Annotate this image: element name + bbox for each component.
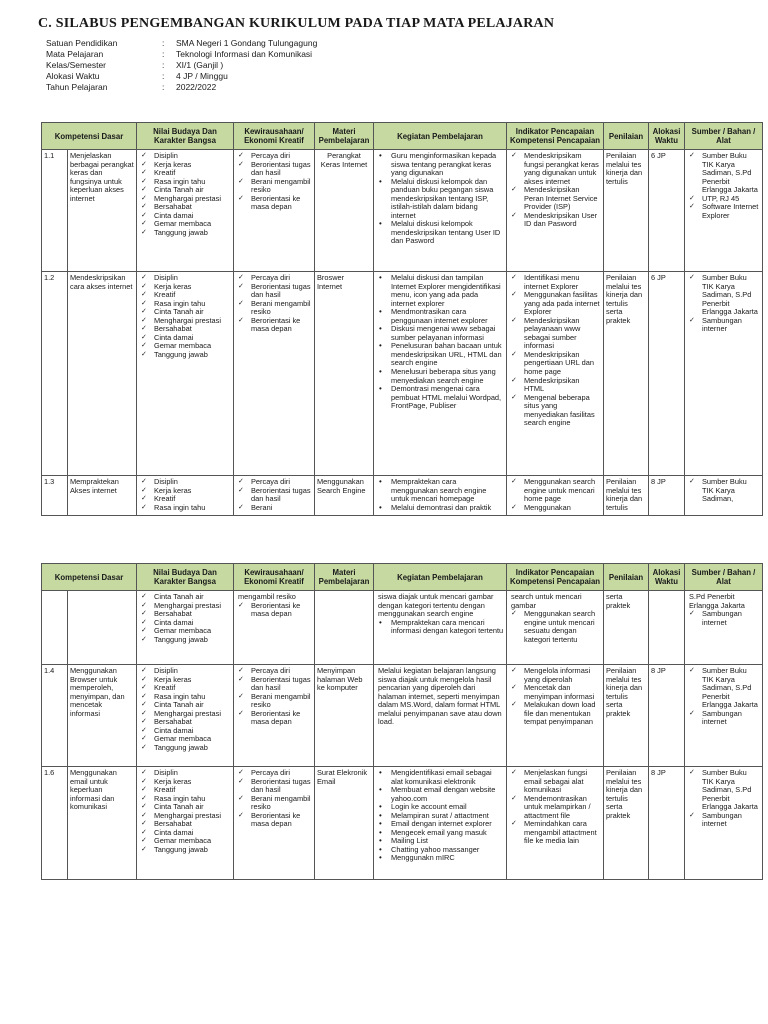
alokasi-cell: [649, 150, 685, 272]
nilai-item: ✓ Rasa ingin tahu: [139, 504, 231, 513]
kewirausahaan-cell: [234, 591, 315, 665]
materi-text: Menyimpan halaman Web ke komputer: [317, 666, 363, 693]
header-cell: Penilaian: [604, 564, 649, 591]
nilai-item: ✓ Menghargai prestasi: [139, 812, 231, 821]
nilai-cell: [137, 591, 234, 665]
indikator-item: ✓ Memindahkan cara mengambil attactment file ke media lain: [509, 820, 601, 846]
indikator-list: [509, 152, 601, 229]
kegiatan-item: • Chatting yahoo massanger: [376, 846, 504, 855]
kegiatan-list: [376, 619, 504, 636]
header-cell: Indikator Pencapaian Kompetensi Pencapaian: [507, 123, 604, 150]
kegiatan-cell: [374, 591, 507, 665]
nilai-item: ✓ Menghargai prestasi: [139, 317, 231, 326]
table-row: [42, 591, 763, 665]
kegiatan-item: • Membuat email dengan website yahoo.com: [376, 786, 504, 803]
sumber-item: ✓ Sambungan internet: [687, 812, 760, 829]
sumber-item: ✓ Sumber Buku TIK Karya Sadiman, S.Pd Penerbit Erlangga Jakarta: [687, 667, 760, 710]
indikator-item: ✓ Identifikasi menu internet Explorer: [509, 274, 601, 291]
alokasi-cell: [649, 665, 685, 767]
nilai-cell: [137, 150, 234, 272]
kegiatan-item: • Login ke account email: [376, 803, 504, 812]
penilaian-cell: [604, 665, 649, 767]
indikator-item: ✓ Mendeskripsikan pelayanaan www sebagai sumber informasi: [509, 317, 601, 351]
nilai-item: ✓ Cinta damai: [139, 212, 231, 221]
kegiatan-list: [376, 769, 504, 863]
nilai-item: ✓ Gemar membaca: [139, 342, 231, 351]
penilaian-cell: [604, 272, 649, 476]
meta-row: [46, 71, 317, 82]
indikator-list: [509, 667, 601, 727]
kewirausahaan-text: mengambil resiko: [238, 592, 296, 601]
sumber-text: S.Pd Penerbit Erlangga Jakarta: [689, 592, 745, 610]
header-cell: Sumber / Bahan / Alat: [685, 123, 763, 150]
sumber-item: ✓ Sumber Buku TIK Karya Sadiman,: [687, 478, 760, 504]
indikator-list: [509, 769, 601, 846]
kewirausahaan-item: ✓ Berorientasi tugas dan hasil: [236, 778, 312, 795]
identity-block: [46, 38, 317, 93]
materi-text: Menggunakan Search Engine: [317, 477, 366, 495]
kegiatan-cell: [374, 767, 507, 880]
nilai-item: ✓ Disiplin: [139, 667, 231, 676]
nilai-cell: [137, 476, 234, 516]
nilai-list: [139, 152, 231, 237]
kewirausahaan-item: ✓ Percaya diri: [236, 152, 312, 161]
alokasi-text: 6 JP: [651, 151, 666, 160]
nilai-item: ✓ Kreatif: [139, 291, 231, 300]
indikator-item: ✓ Mendeskripsikan HTML: [509, 377, 601, 394]
penilaian-text: Penilaian melalui tes kinerja dan tertulis: [606, 151, 643, 186]
indikator-item: ✓ Melakukan down load file dan menentukan tempat penyimpanan: [509, 701, 601, 727]
nilai-item: ✓ Rasa ingin tahu: [139, 178, 231, 187]
kd-text: Mempraktekan Akses internet: [70, 477, 119, 495]
header-cell: Kegiatan Pembelajaran: [374, 564, 507, 591]
nilai-item: ✓ Gemar membaca: [139, 837, 231, 846]
nilai-item: ✓ Rasa ingin tahu: [139, 795, 231, 804]
kewirausahaan-item: ✓ Berorientasi tugas dan hasil: [236, 161, 312, 178]
meta-colon: :: [162, 71, 165, 81]
kewirausahaan-item: ✓ Berani mengambil resiko: [236, 693, 312, 710]
syllabus-table-1: [41, 122, 763, 516]
kd-number-cell: [42, 272, 68, 476]
kewirausahaan-item: ✓ Berani mengambil resiko: [236, 795, 312, 812]
alokasi-text: 8 JP: [651, 768, 666, 777]
nilai-item: ✓ Bersahabat: [139, 820, 231, 829]
kd-number: 1.3: [44, 477, 55, 486]
header-cell: Materi Pembelajaran: [315, 564, 374, 591]
indikator-item: ✓ Mendeskripsikan Peran Internet Service Provider (ISP): [509, 186, 601, 212]
penilaian-cell: [604, 150, 649, 272]
nilai-item: ✓ Menghargai prestasi: [139, 602, 231, 611]
kegiatan-item: • Menelusuri beberapa situs yang menyediakan search engine: [376, 368, 504, 385]
indikator-cell: [507, 476, 604, 516]
kewirausahaan-cell: [234, 150, 315, 272]
materi-text: Broswer Internet: [317, 273, 345, 291]
sumber-item: ✓ Sumber Buku TIK Karya Sadiman, S.Pd Penerbit Erlangga Jakarta: [687, 769, 760, 812]
header-cell: Kompetensi Dasar: [42, 123, 137, 150]
indikator-item: ✓ Mengenal beberapa situs yang menyediakan fasilitas search engine: [509, 394, 601, 428]
nilai-item: ✓ Kerja keras: [139, 487, 231, 496]
header-cell: Alokasi Waktu: [649, 564, 685, 591]
materi-cell: [315, 272, 374, 476]
header-cell: Nilai Budaya Dan Karakter Bangsa: [137, 123, 234, 150]
kegiatan-item: • Diskusi mengenai www sebagai sumber pelayanan informasi: [376, 325, 504, 342]
penilaian-text: Penilaian melalui tes kinerja dan tertulis serta praktek: [606, 273, 643, 325]
sumber-item: ✓ Software Internet Explorer: [687, 203, 760, 220]
kegiatan-item: • Email dengan internet explorer: [376, 820, 504, 829]
materi-cell: [315, 150, 374, 272]
nilai-list: [139, 274, 231, 359]
indikator-cell: [507, 767, 604, 880]
kewirausahaan-item: ✓ Berani mengambil resiko: [236, 300, 312, 317]
table-row: [42, 476, 763, 516]
kewirausahaan-item: ✓ Berorientasi tugas dan hasil: [236, 487, 312, 504]
kegiatan-list: [376, 478, 504, 512]
kegiatan-item: • Mempraktekan cara menggunakan search engine untuk mencari homepage: [376, 478, 504, 504]
kegiatan-list: [376, 152, 504, 246]
kegiatan-item: • Melampiran surat / attactment: [376, 812, 504, 821]
nilai-item: ✓ Gemar membaca: [139, 220, 231, 229]
kewirausahaan-item: ✓ Percaya diri: [236, 667, 312, 676]
kegiatan-cell: [374, 476, 507, 516]
kewirausahaan-item: ✓ Berorientasi ke masa depan: [236, 317, 312, 334]
kd-text-cell: [68, 272, 137, 476]
kewirausahaan-list: [236, 152, 312, 212]
indikator-cell: [507, 150, 604, 272]
kegiatan-item: • Melalui demontrasi dan praktik: [376, 504, 504, 513]
materi-text: Perangkat Keras Internet: [320, 151, 368, 169]
meta-row: [46, 82, 317, 93]
penilaian-cell: [604, 476, 649, 516]
kewirausahaan-item: ✓ Berorientasi ke masa depan: [236, 710, 312, 727]
nilai-item: ✓ Bersahabat: [139, 718, 231, 727]
kewirausahaan-item: ✓ Berorientasi ke masa depan: [236, 195, 312, 212]
meta-key: Satuan Pendidikan: [46, 38, 118, 48]
nilai-item: ✓ Cinta Tanah air: [139, 308, 231, 317]
document-title: C. SILABUS PENGEMBANGAN KURIKULUM PADA TIAP MATA PELAJARAN: [38, 16, 555, 31]
alokasi-text: 8 JP: [651, 666, 666, 675]
nilai-item: ✓ Cinta Tanah air: [139, 701, 231, 710]
alokasi-cell: [649, 476, 685, 516]
alokasi-text: 8 JP: [651, 477, 666, 486]
header-cell: Kompetensi Dasar: [42, 564, 137, 591]
materi-cell: [315, 476, 374, 516]
kegiatan-item: • Mendmontrasikan cara penggunaan internet explorer: [376, 308, 504, 325]
sumber-list: [687, 610, 760, 627]
kewirausahaan-item: ✓ Berorientasi tugas dan hasil: [236, 676, 312, 693]
header-cell: Kewirausahaan/ Ekonomi Kreatif: [234, 123, 315, 150]
table-row: [42, 150, 763, 272]
header-cell: Sumber / Bahan / Alat: [685, 564, 763, 591]
kewirausahaan-item: ✓ Berani: [236, 504, 312, 513]
sumber-item: ✓ Sumber Buku TIK Karya Sadiman, S.Pd Penerbit Erlangga Jakarta: [687, 152, 760, 195]
kegiatan-cell: [374, 665, 507, 767]
materi-cell: [315, 591, 374, 665]
kd-number-cell: [42, 150, 68, 272]
sumber-list: [687, 152, 760, 220]
meta-row: [46, 49, 317, 60]
nilai-item: ✓ Bersahabat: [139, 203, 231, 212]
penilaian-text: Penilaian melalui tes kinerja dan tertulis: [606, 477, 643, 512]
kd-number-cell: [42, 476, 68, 516]
nilai-item: ✓ Cinta Tanah air: [139, 593, 231, 602]
nilai-item: ✓ Kerja keras: [139, 676, 231, 685]
nilai-item: ✓ Menghargai prestasi: [139, 710, 231, 719]
kd-text-cell: [68, 476, 137, 516]
nilai-item: ✓ Tanggung jawab: [139, 744, 231, 753]
indikator-cell: [507, 665, 604, 767]
kd-text-cell: [68, 591, 137, 665]
kd-text-cell: [68, 665, 137, 767]
sumber-list: [687, 478, 760, 504]
nilai-cell: [137, 665, 234, 767]
header-cell: Indikator Pencapaian Kompetensi Pencapaian: [507, 564, 604, 591]
table-header-row: [42, 564, 763, 591]
header-cell: Penilaian: [604, 123, 649, 150]
indikator-item: ✓ Mendemontrasikan untuk melampirkan / attactment file: [509, 795, 601, 821]
meta-key: Kelas/Semester: [46, 60, 106, 70]
sumber-list: [687, 274, 760, 334]
sumber-item: ✓ Sambungan interner: [687, 317, 760, 334]
header-cell: Alokasi Waktu: [649, 123, 685, 150]
kd-number: 1.4: [44, 666, 55, 675]
nilai-item: ✓ Rasa ingin tahu: [139, 693, 231, 702]
kewirausahaan-list: [236, 667, 312, 727]
meta-row: [46, 38, 317, 49]
kewirausahaan-item: ✓ Percaya diri: [236, 769, 312, 778]
nilai-item: ✓ Menghargai prestasi: [139, 195, 231, 204]
kegiatan-item: • Guru menginformasikan kepada siswa tentang perangkat keras yang digunakan: [376, 152, 504, 178]
meta-value: Teknologi Informasi dan Komunikasi: [176, 49, 313, 59]
meta-colon: :: [162, 49, 165, 59]
penilaian-text: serta praktek: [606, 592, 631, 610]
kewirausahaan-list: [236, 478, 312, 512]
nilai-item: ✓ Cinta damai: [139, 829, 231, 838]
kegiatan-list: [376, 274, 504, 411]
indikator-item: ✓ Mendeskripsikan User ID dan Pasword: [509, 212, 601, 229]
table-header-row: [42, 123, 763, 150]
kegiatan-text: Melalui kegiatan belajaran langsung siswa diajak untuk mengelola hasil pencarian yang diperoleh dari halaman internet, seperti menyimpan dalam MS.Word, dalam format HTML melalui penyimpanan save atau down load.: [378, 666, 502, 727]
sumber-item: ✓ Sambungan internet: [687, 710, 760, 727]
kegiatan-item: • Melalui diskusi kelompok dan panduan buku pegangan siswa mendeskripsikan tentang ISP, istilah-istilah dalam bidang internet: [376, 178, 504, 221]
nilai-item: ✓ Cinta Tanah air: [139, 803, 231, 812]
meta-row: [46, 60, 317, 71]
nilai-cell: [137, 767, 234, 880]
meta-key: Tahun Pelajaran: [46, 82, 108, 92]
meta-colon: :: [162, 60, 165, 70]
sumber-cell: [685, 150, 763, 272]
sumber-cell: [685, 665, 763, 767]
indikator-item: ✓ Mencetak dan menyimpan informasi: [509, 684, 601, 701]
kewirausahaan-cell: [234, 476, 315, 516]
nilai-item: ✓ Bersahabat: [139, 610, 231, 619]
header-cell: Nilai Budaya Dan Karakter Bangsa: [137, 564, 234, 591]
indikator-cell: [507, 272, 604, 476]
nilai-item: ✓ Tanggung jawab: [139, 229, 231, 238]
nilai-item: ✓ Disiplin: [139, 769, 231, 778]
sumber-item: ✓ Sumber Buku TIK Karya Sadiman, S.Pd Penerbit Erlangga Jakarta: [687, 274, 760, 317]
kegiatan-text: siswa diajak untuk mencari gambar dengan kategori tertentu dengan menggunakan search engine: [378, 592, 494, 619]
table-row: [42, 272, 763, 476]
kewirausahaan-item: ✓ Berorientasi ke masa depan: [236, 602, 312, 619]
indikator-item: ✓ Menggunakan fasilitas yang ada pada internet Explorer: [509, 291, 601, 317]
kd-number-cell: [42, 665, 68, 767]
kd-number: 1.1: [44, 151, 55, 160]
kewirausahaan-item: ✓ Berorientasi ke masa depan: [236, 812, 312, 829]
kegiatan-item: • Mailing List: [376, 837, 504, 846]
nilai-list: [139, 667, 231, 752]
kewirausahaan-cell: [234, 272, 315, 476]
nilai-list: [139, 769, 231, 854]
meta-value: 4 JP / Minggu: [176, 71, 228, 81]
header-cell: Materi Pembelajaran: [315, 123, 374, 150]
kegiatan-item: • Melalui diskusi kelompok mendeskripsikan tentang User ID dan Pasword: [376, 220, 504, 246]
nilai-item: ✓ Tanggung jawab: [139, 351, 231, 360]
sumber-list: [687, 769, 760, 829]
kewirausahaan-list: [236, 274, 312, 334]
meta-key: Alokasi Waktu: [46, 71, 100, 81]
indikator-cell: [507, 591, 604, 665]
kegiatan-item: • Menggunakn mIRC: [376, 854, 504, 863]
kd-text: Menjelaskan berbagai perangkat keras dan fungsinya untuk keperluan akses internet: [70, 151, 134, 203]
kd-number-cell: [42, 591, 68, 665]
sumber-cell: [685, 476, 763, 516]
nilai-item: ✓ Bersahabat: [139, 325, 231, 334]
indikator-item: ✓ Mengelola informasi yang diperolah: [509, 667, 601, 684]
nilai-item: ✓ Disiplin: [139, 274, 231, 283]
nilai-item: ✓ Cinta damai: [139, 334, 231, 343]
nilai-item: ✓ Kreatif: [139, 684, 231, 693]
alokasi-text: 6 JP: [651, 273, 666, 282]
meta-colon: :: [162, 82, 165, 92]
nilai-item: ✓ Kerja keras: [139, 778, 231, 787]
kegiatan-item: • Penelusuran bahan bacaan untuk mendeskripsikan URL, HTML dan search engine: [376, 342, 504, 368]
kd-text: Menggunakan email untuk keperluan informasi dan komunikasi: [70, 768, 117, 812]
materi-cell: [315, 665, 374, 767]
indikator-list: [509, 274, 601, 428]
kd-text-cell: [68, 767, 137, 880]
meta-value: XI/1 (Ganjil ): [176, 60, 224, 70]
kd-number-cell: [42, 767, 68, 880]
kewirausahaan-cell: [234, 665, 315, 767]
nilai-list: [139, 478, 231, 512]
syllabus-table-2: [41, 563, 763, 880]
nilai-item: ✓ Kreatif: [139, 786, 231, 795]
nilai-item: ✓ Kerja keras: [139, 283, 231, 292]
nilai-item: ✓ Gemar membaca: [139, 627, 231, 636]
kegiatan-item: • Mengidentifikasi email sebagai alat komunikasi elektronik: [376, 769, 504, 786]
kd-text: Mendeskripsikan cara akses internet: [70, 273, 133, 291]
nilai-item: ✓ Gemar membaca: [139, 735, 231, 744]
kewirausahaan-item: ✓ Berani mengambil resiko: [236, 178, 312, 195]
nilai-item: ✓ Kreatif: [139, 169, 231, 178]
nilai-item: ✓ Cinta damai: [139, 619, 231, 628]
nilai-item: ✓ Kerja keras: [139, 161, 231, 170]
kegiatan-item: • Mengecek email yang masuk: [376, 829, 504, 838]
indikator-item: ✓ Mendeskripsikam fungsi perangkat keras yang digunakan untuk akses internet: [509, 152, 601, 186]
kegiatan-item: • Mempraktekan cara mencari informasi dengan kategori tertentu: [376, 619, 504, 636]
header-cell: Kewirausahaan/ Ekonomi Kreatif: [234, 564, 315, 591]
nilai-list: [139, 593, 231, 644]
sumber-item: ✓ UTP, RJ 45: [687, 195, 760, 204]
materi-text: Surat Elekronik Email: [317, 768, 368, 786]
nilai-cell: [137, 272, 234, 476]
meta-key: Mata Pelajaran: [46, 49, 104, 59]
indikator-item: ✓ Menjelaskan fungsi email sebagai alat komunikasi: [509, 769, 601, 795]
nilai-item: ✓ Rasa ingin tahu: [139, 300, 231, 309]
sumber-item: ✓ Sambungan internet: [687, 610, 760, 627]
kewirausahaan-cell: [234, 767, 315, 880]
indikator-item: ✓ Menggunakan search engine untuk mencari sesuatu dengan kategori tertentu: [509, 610, 601, 644]
alokasi-cell: [649, 591, 685, 665]
kewirausahaan-item: ✓ Percaya diri: [236, 274, 312, 283]
table-row: [42, 665, 763, 767]
kegiatan-cell: [374, 272, 507, 476]
meta-value: SMA Negeri 1 Gondang Tulungagung: [176, 38, 318, 48]
nilai-item: ✓ Disiplin: [139, 152, 231, 161]
sumber-cell: [685, 272, 763, 476]
kewirausahaan-list: [236, 769, 312, 829]
kewirausahaan-list: [236, 602, 312, 619]
materi-cell: [315, 767, 374, 880]
sumber-cell: [685, 591, 763, 665]
kegiatan-item: • Demontrasi mengenai cara pembuat HTML melalui Wordpad, FrontPage, Publiser: [376, 385, 504, 411]
alokasi-cell: [649, 272, 685, 476]
kd-text: Menggunakan Browser untuk memperoleh, menyimpan, dan mencetak informasi: [70, 666, 125, 718]
nilai-item: ✓ Tanggung jawab: [139, 636, 231, 645]
penilaian-text: Penilaian melalui tes kinerja dan tertulis serta praktek: [606, 666, 643, 718]
kegiatan-item: • Melalui diskusi dan tampilan Internet Explorer mengidentifikasi menu, icon yang ada pada internet explorer: [376, 274, 504, 308]
kegiatan-cell: [374, 150, 507, 272]
penilaian-cell: [604, 591, 649, 665]
nilai-item: ✓ Tanggung jawab: [139, 846, 231, 855]
sumber-list: [687, 667, 760, 727]
kd-number: 1.6: [44, 768, 55, 777]
nilai-item: ✓ Kreatif: [139, 495, 231, 504]
header-cell: Kegiatan Pembelajaran: [374, 123, 507, 150]
indikator-text: search untuk mencari gambar: [511, 592, 582, 610]
alokasi-cell: [649, 767, 685, 880]
indikator-list: [509, 478, 601, 512]
penilaian-cell: [604, 767, 649, 880]
kewirausahaan-item: ✓ Percaya diri: [236, 478, 312, 487]
kewirausahaan-item: ✓ Berorientasi tugas dan hasil: [236, 283, 312, 300]
indikator-item: ✓ Menggunakan: [509, 504, 601, 513]
indikator-item: ✓ Mendeskripsikan pengertiaan URL dan home page: [509, 351, 601, 377]
meta-colon: :: [162, 38, 165, 48]
sumber-cell: [685, 767, 763, 880]
table-row: [42, 767, 763, 880]
kd-number: 1.2: [44, 273, 55, 282]
indikator-item: ✓ Menggunakan search engine untuk mencari home page: [509, 478, 601, 504]
penilaian-text: Penilaian melalui tes kinerja dan tertulis serta praktek: [606, 768, 643, 820]
nilai-item: ✓ Disiplin: [139, 478, 231, 487]
nilai-item: ✓ Cinta Tanah air: [139, 186, 231, 195]
indikator-list: [509, 610, 601, 644]
meta-value: 2022/2022: [176, 82, 217, 92]
nilai-item: ✓ Cinta damai: [139, 727, 231, 736]
kd-text-cell: [68, 150, 137, 272]
